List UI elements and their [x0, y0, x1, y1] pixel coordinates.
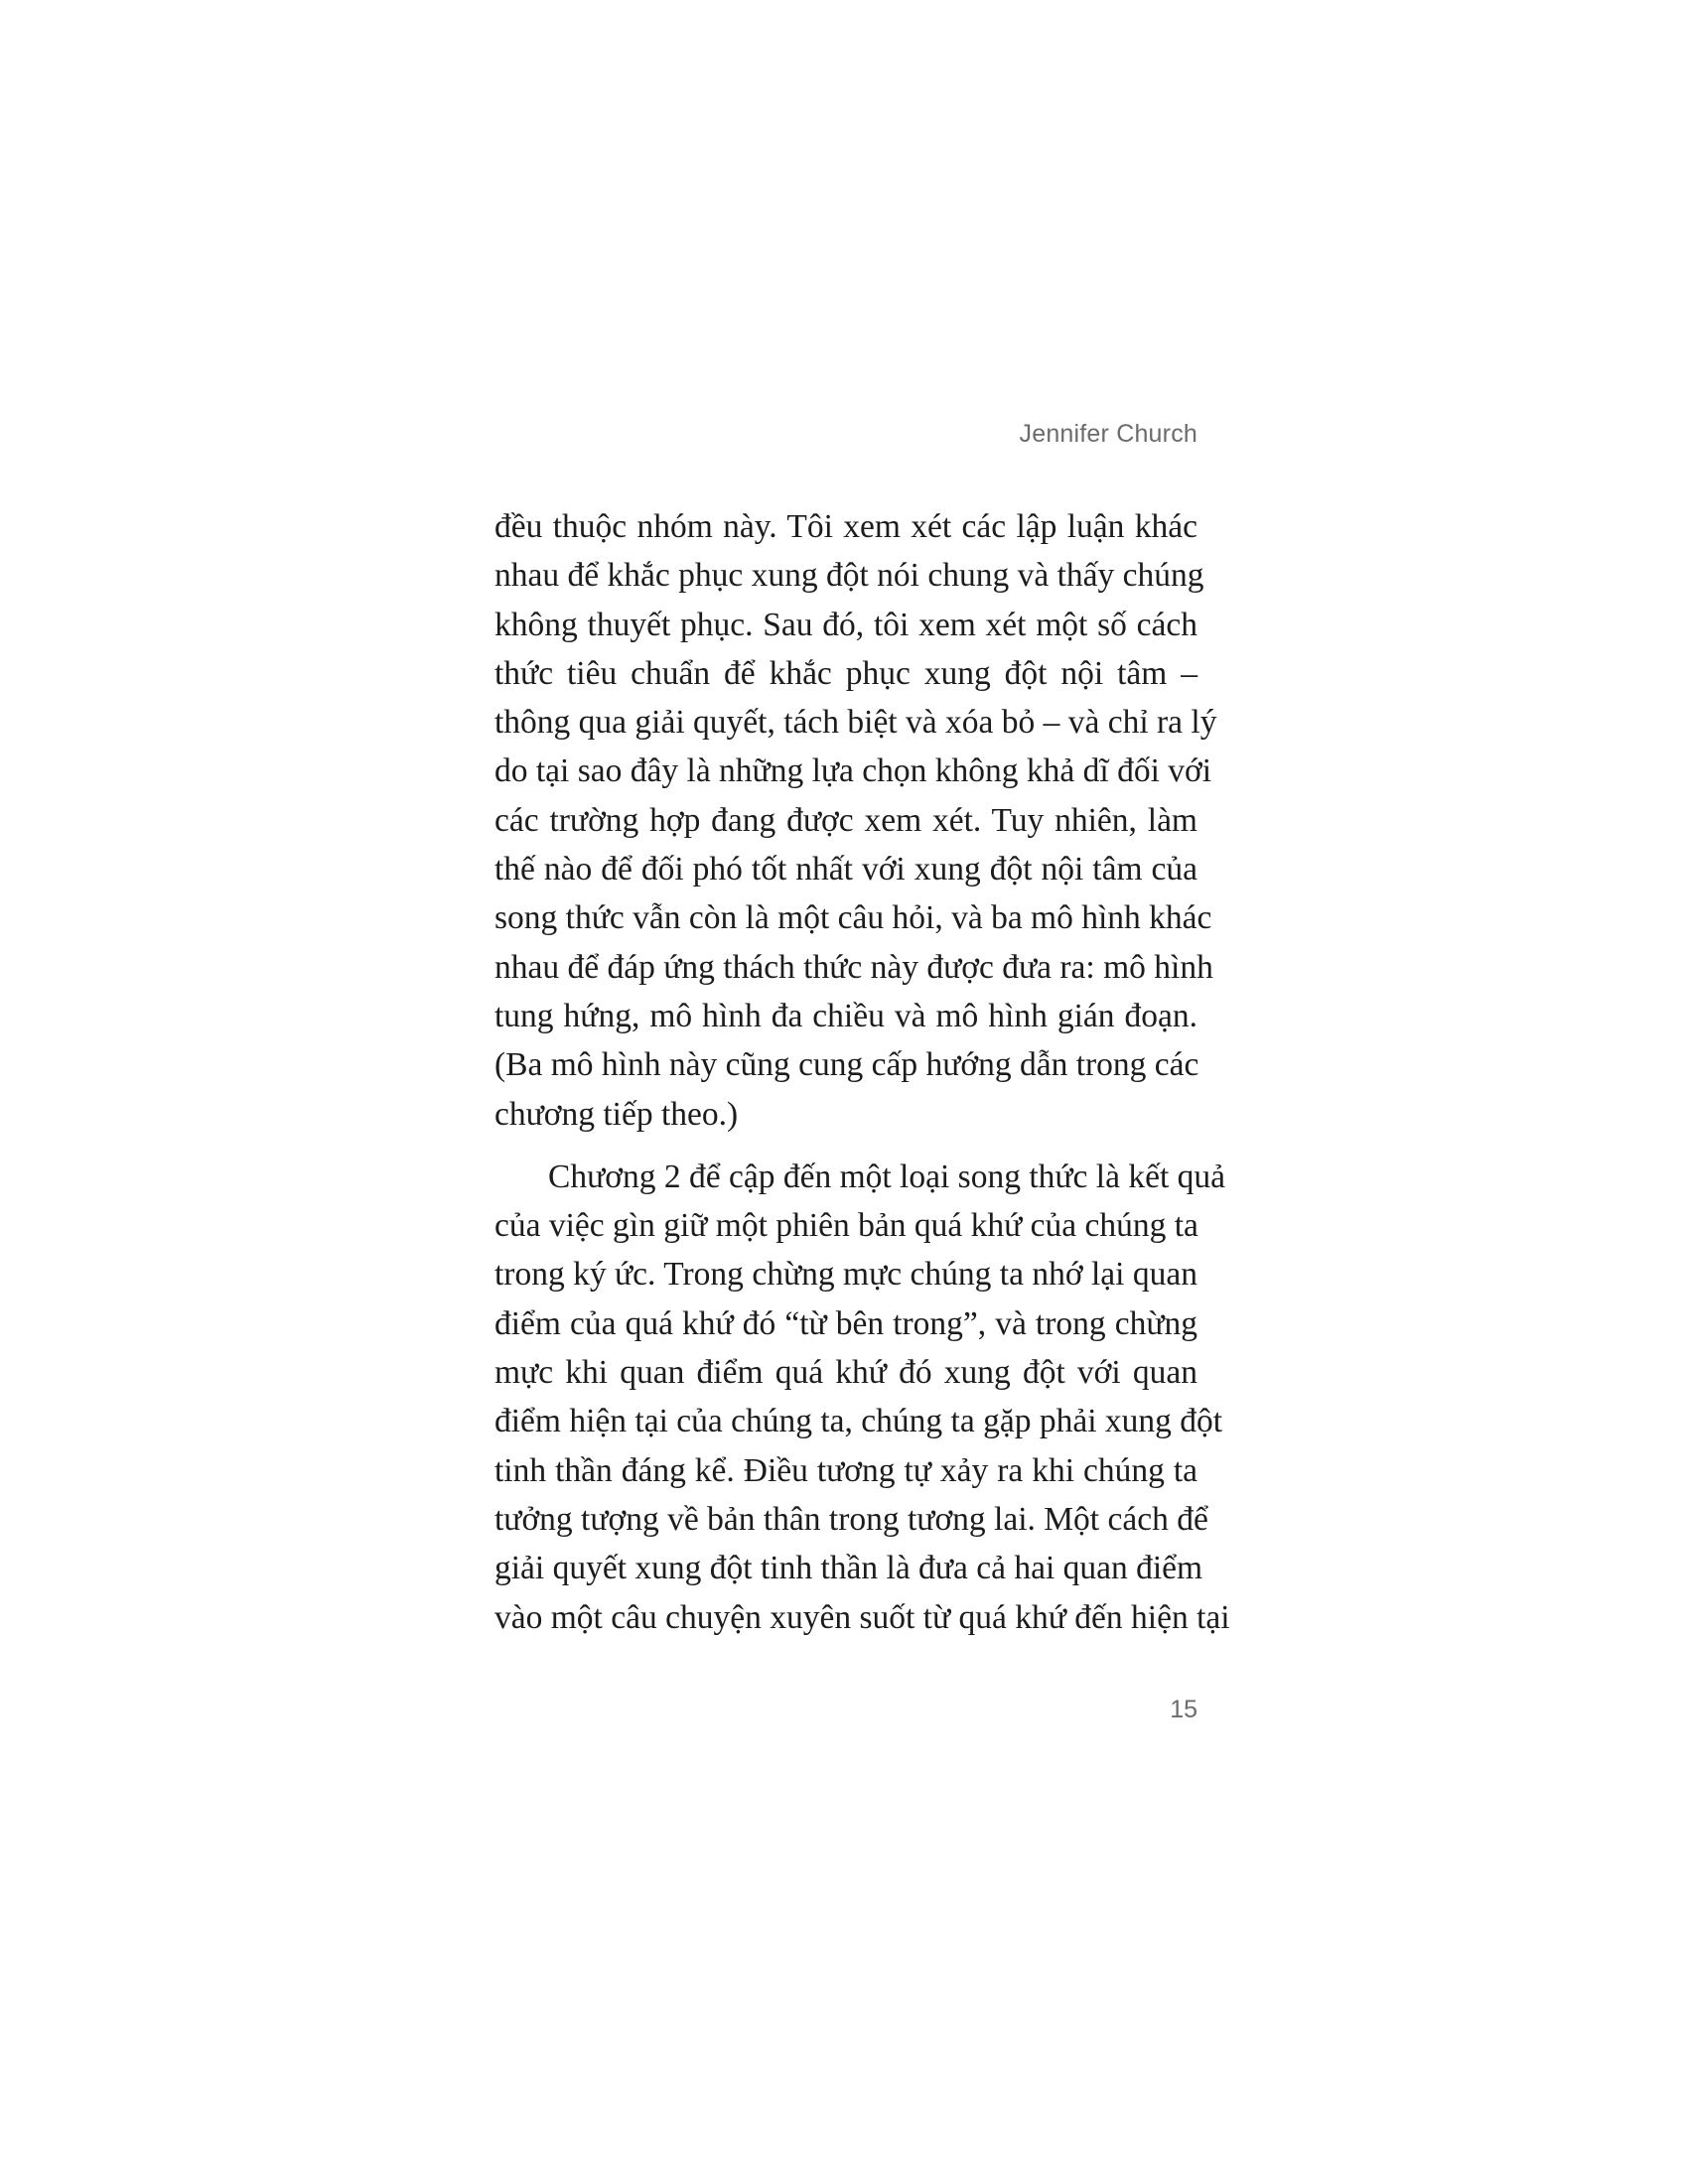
text-line: song thức vẫn còn là một câu hỏi, và ba mô hình khác [494, 899, 1212, 937]
text-line: mực khi quan điểm quá khứ đó xung đột với quan [494, 1354, 1197, 1392]
text-line: tinh thần đáng kể. Điều tương tự xảy ra khi chúng ta [494, 1451, 1197, 1489]
body-text [494, 502, 1230, 1642]
text-line: nhau để khắc phục xung đột nói chung và thấy chúng [494, 557, 1204, 595]
text-line: do tại sao đây là những lựa chọn không khả dĩ đối với [494, 752, 1212, 790]
text-line: thông qua giải quyết, tách biệt và xóa bỏ – và chỉ ra lý [494, 704, 1217, 742]
text-line: chương tiếp theo.) [494, 1095, 739, 1133]
text-line: nhau để đáp ứng thách thức này được đưa ra: mô hình [494, 948, 1213, 986]
text-line: tưởng tượng về bản thân trong tương lai. Một cách để [494, 1500, 1208, 1538]
text-line: điểm hiện tại của chúng ta, chúng ta gặp phải xung đột [494, 1403, 1223, 1440]
text-line: thế nào để đối phó tốt nhất với xung đột nội tâm của [494, 851, 1197, 888]
text-line: các trường hợp đang được xem xét. Tuy nhiên, làm [494, 801, 1197, 839]
text-line: (Ba mô hình này cũng cung cấp hướng dẫn trong các [494, 1046, 1199, 1084]
text-line: giải quyết xung đột tinh thần là đưa cả hai quan điểm [494, 1550, 1203, 1587]
text-line: vào một câu chuyện xuyên suốt từ quá khứ đến hiện tại [494, 1598, 1230, 1636]
page-number: 15 [1170, 1696, 1197, 1723]
text-line: tung hứng, mô hình đa chiều và mô hình gián đoạn. [494, 997, 1197, 1034]
text-line: thức tiêu chuẩn để khắc phục xung đột nội tâm – [494, 654, 1197, 692]
text-line: không thuyết phục. Sau đó, tôi xem xét một số cách [494, 606, 1197, 643]
text-line: trong ký ức. Trong chừng mực chúng ta nhớ lại quan [494, 1256, 1197, 1294]
text-line: Chương 2 để cập đến một loại song thức là kết quả [548, 1158, 1226, 1195]
text-line: của việc gìn giữ một phiên bản quá khứ của chúng ta [494, 1207, 1198, 1245]
text-line: đều thuộc nhóm này. Tôi xem xét các lập luận khác [494, 508, 1197, 545]
paragraph-1 [494, 502, 1217, 1139]
running-header-author: Jennifer Church [1019, 420, 1197, 448]
text-line: điểm của quá khứ đó “từ bên trong”, và trong chừng [494, 1304, 1197, 1342]
paragraph-2 [494, 1153, 1230, 1642]
